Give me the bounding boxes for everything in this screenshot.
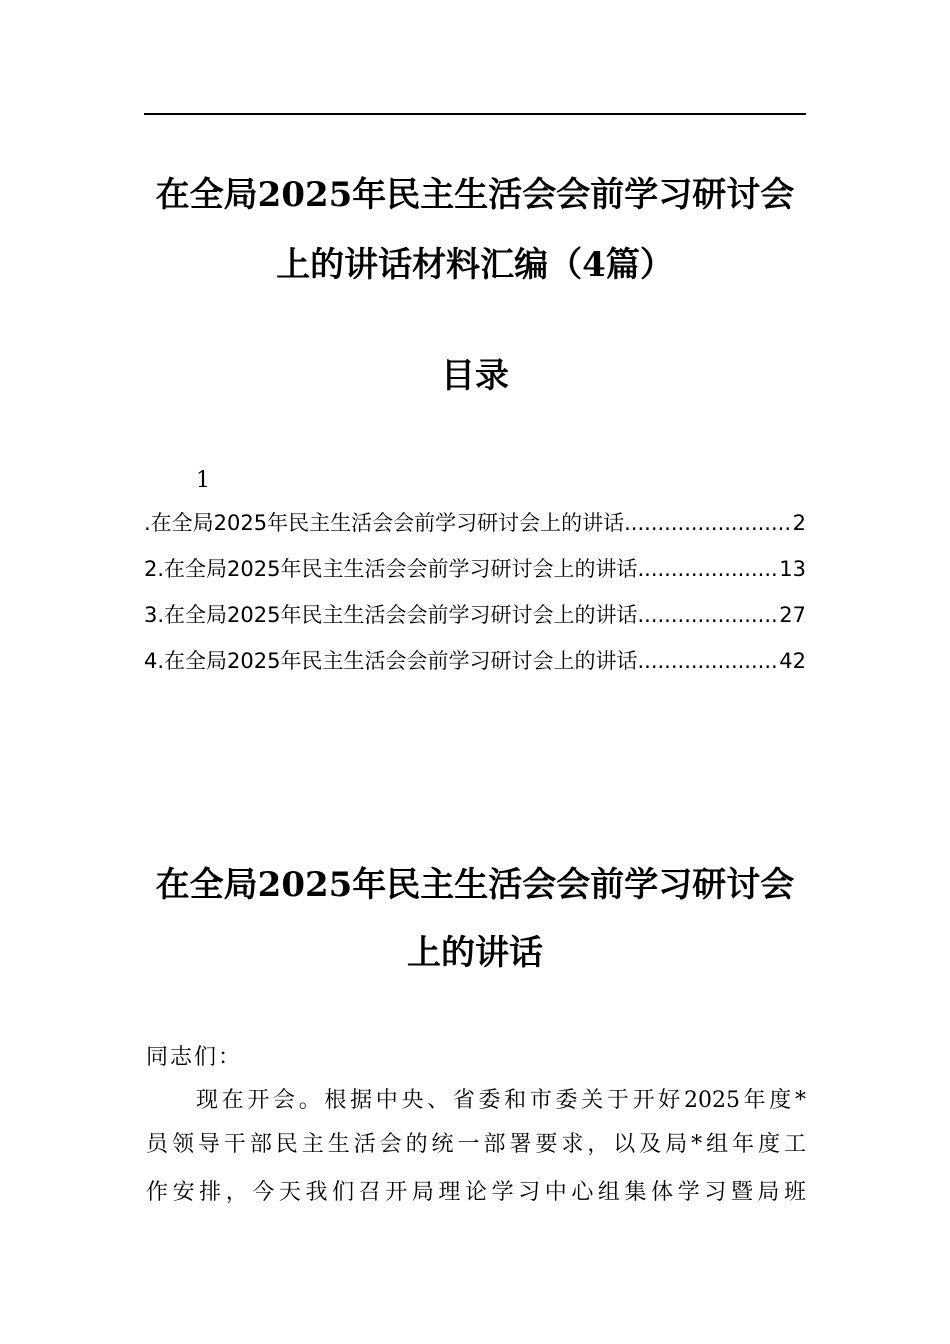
body-paragraph-line: 作安排，今天我们召开局理论学习中心组集体学习暨局班 — [146, 1180, 806, 1205]
toc-entry-page: 2 — [792, 511, 806, 535]
toc-entry[interactable] — [144, 508, 806, 554]
body-paragraph-line: 现在开会。根据中央、省委和市委关于开好2025年度* — [196, 1088, 806, 1113]
toc-leader-dots — [637, 600, 779, 630]
toc-entry[interactable] — [144, 600, 806, 646]
toc-first-number: 1 — [196, 468, 210, 493]
toc-entry[interactable] — [144, 554, 806, 600]
toc-entry-label: 3.在全局2025年民主生活会会前学习研讨会上的讲话 — [144, 603, 638, 627]
toc-entry-label: 4.在全局2025年民主生活会会前学习研讨会上的讲话 — [144, 649, 638, 673]
toc-leader-dots — [637, 646, 779, 676]
table-of-contents — [144, 508, 806, 692]
document-title-line-2: 上的讲话材料汇编（4篇） — [276, 245, 674, 285]
section-title-line-1: 在全局2025年民主生活会会前学习研讨会 — [155, 865, 795, 905]
toc-leader-dots — [624, 508, 793, 538]
document-title-line-1: 在全局2025年民主生活会会前学习研讨会 — [155, 175, 795, 215]
toc-heading: 目录 — [441, 356, 509, 396]
toc-entry-page: 13 — [779, 557, 806, 581]
toc-entry-page: 27 — [779, 603, 806, 627]
toc-entry-label: 2.在全局2025年民主生活会会前学习研讨会上的讲话 — [144, 557, 638, 581]
toc-entry-page: 42 — [779, 649, 806, 673]
header-rule — [144, 113, 806, 115]
body-paragraph-line: 员领导干部民主生活会的统一部署要求，以及局*组年度工 — [146, 1132, 806, 1157]
toc-entry-label: .在全局2025年民主生活会会前学习研讨会上的讲话 — [144, 511, 625, 535]
section-title-line-2: 上的讲话 — [407, 933, 543, 973]
toc-entry[interactable] — [144, 646, 806, 692]
toc-leader-dots — [637, 554, 779, 584]
salutation: 同志们： — [146, 1045, 243, 1070]
